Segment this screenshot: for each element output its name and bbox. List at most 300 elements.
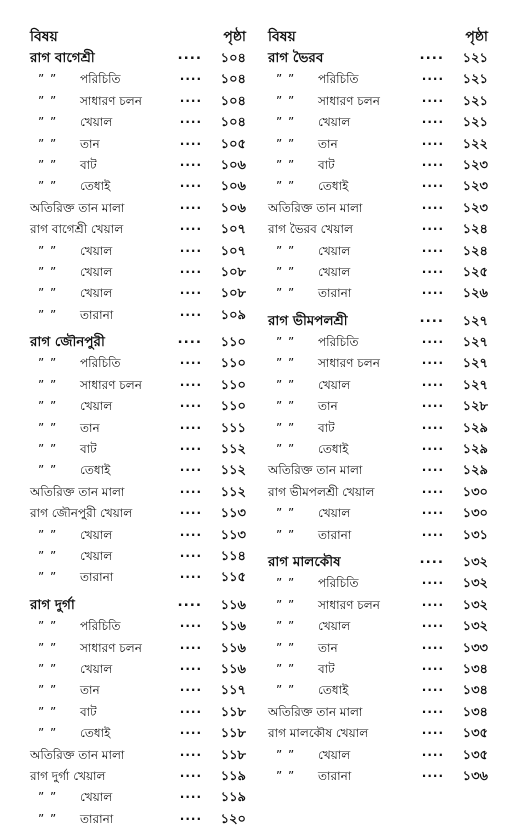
raag-heading-entry (30, 595, 246, 616)
toc-entry (268, 573, 488, 594)
page-number: ১৩৫ (462, 726, 488, 742)
ditto-marks: ” ” (276, 576, 296, 591)
leader-dots: .... (421, 573, 444, 588)
raag-heading-entry (30, 332, 246, 353)
page-number: ১১৬ (220, 640, 246, 656)
ditto-marks: ” ” (276, 335, 296, 350)
ditto-marks: ” ” (38, 619, 58, 634)
ditto-marks: ” ” (276, 93, 296, 108)
subject-heading: বিষয় (268, 29, 296, 45)
page-number: ১২২ (462, 136, 488, 152)
page-number: ১২৭ (462, 377, 488, 393)
toc-entry (30, 439, 246, 460)
entry-title: বাট (318, 661, 335, 676)
ditto-marks: ” ” (276, 264, 296, 279)
entry-title: খেয়াল (80, 527, 113, 542)
ditto-marks: ” ” (276, 747, 296, 762)
leader-dots: .... (177, 593, 202, 610)
toc-entry (30, 91, 246, 112)
ditto-marks: ” ” (276, 72, 296, 87)
ditto-marks: ” ” (276, 399, 296, 414)
subject-heading: বিষয় (30, 29, 58, 45)
toc-entry (268, 766, 488, 787)
leader-dots: .... (421, 616, 444, 631)
toc-entry (30, 567, 246, 588)
ditto-marks: ” ” (38, 548, 58, 563)
toc-entry (30, 503, 246, 524)
leader-dots: .... (179, 176, 202, 191)
ditto-marks: ” ” (276, 619, 296, 634)
page-number: ১০৪ (220, 115, 246, 131)
page-number: ১৩৪ (462, 661, 488, 677)
ditto-marks: ” ” (38, 157, 58, 172)
leader-dots: .... (421, 481, 444, 496)
entry-title: রাগ দুর্গা (30, 596, 75, 613)
leader-dots: .... (421, 723, 444, 738)
entry-title: অতিরিক্ত তান মালা (268, 463, 363, 478)
leader-dots: .... (179, 787, 202, 802)
ditto-marks: ” ” (276, 420, 296, 435)
leader-dots: .... (179, 701, 202, 716)
ditto-marks: ” ” (38, 72, 58, 87)
toc-entry (268, 353, 488, 374)
leader-dots: .... (421, 69, 444, 84)
toc-entry (268, 702, 488, 723)
page-number: ১২৭ (462, 335, 488, 351)
toc-entry (30, 134, 246, 155)
toc-entry (268, 659, 488, 680)
ditto-marks: ” ” (38, 527, 58, 542)
ditto-marks: ” ” (38, 243, 58, 258)
leader-dots: .... (421, 460, 444, 475)
leader-dots: .... (179, 744, 202, 759)
page-number: ১১৪ (220, 548, 246, 564)
entry-title: রাগ ভৈরব খেয়াল (268, 222, 353, 237)
ditto-marks: ” ” (38, 661, 58, 676)
ditto-marks: ” ” (276, 683, 296, 698)
page-number: ১৩২ (462, 554, 488, 570)
entry-title: তান (80, 683, 100, 698)
entry-title: তান (80, 420, 100, 435)
entry-title: খেয়াল (80, 399, 113, 414)
toc-entry (268, 91, 488, 112)
ditto-marks: ” ” (276, 640, 296, 655)
page-number: ১০৪ (220, 72, 246, 88)
ditto-marks: ” ” (276, 356, 296, 371)
page-number: ১২৯ (462, 463, 488, 479)
entry-title: তান (318, 399, 338, 414)
entry-title: বাট (80, 442, 97, 457)
page-number: ১১৩ (220, 506, 246, 522)
entry-title: অতিরিক্ত তান মালা (30, 484, 125, 499)
entry-title: রাগ ভীমপলশ্রী (268, 312, 348, 329)
toc-entry (268, 112, 488, 133)
toc-entry (30, 375, 246, 396)
leader-dots: .... (179, 133, 202, 148)
page-number: ১২১ (462, 93, 488, 109)
page-heading: পৃষ্ঠা (465, 29, 488, 45)
ditto-marks: ” ” (38, 264, 58, 279)
entry-title: পরিচিতি (318, 576, 359, 591)
ditto-marks: ” ” (276, 286, 296, 301)
leader-dots: .... (421, 133, 444, 148)
toc-entries-right (268, 48, 488, 787)
entry-title: সাধারণ চলন (80, 640, 142, 655)
ditto-marks: ” ” (38, 399, 58, 414)
toc-entry (268, 176, 488, 197)
page-number: ১২৮ (462, 399, 488, 415)
entry-title: পরিচিতি (80, 619, 121, 634)
ditto-marks: ” ” (38, 640, 58, 655)
entry-title: সাধারণ চলন (80, 377, 142, 392)
leader-dots: .... (421, 176, 444, 191)
page-number: ১২৩ (462, 179, 488, 195)
entry-title: তেধাই (318, 179, 349, 194)
ditto-marks: ” ” (38, 179, 58, 194)
page-number: ১১৭ (220, 683, 246, 699)
entry-title: বাট (318, 420, 335, 435)
ditto-marks: ” ” (38, 356, 58, 371)
entry-title: পরিচিতি (318, 72, 359, 87)
toc-entry (30, 745, 246, 766)
toc-column-left (30, 26, 246, 830)
page-number: ১১৮ (220, 704, 246, 720)
ditto-marks: ” ” (276, 661, 296, 676)
page-number: ১৩০ (462, 484, 488, 500)
page-number: ১১৫ (220, 570, 246, 586)
toc-entry (268, 283, 488, 304)
entry-title: তান (80, 136, 100, 151)
entry-title: বাট (80, 157, 97, 172)
toc-entry (268, 418, 488, 439)
entry-title: তারানা (80, 307, 114, 322)
leader-dots: .... (421, 765, 444, 780)
leader-dots: .... (421, 112, 444, 127)
entry-title: তারানা (318, 286, 352, 301)
leader-dots: .... (179, 723, 202, 738)
entry-title: অতিরিক্ত তান মালা (30, 200, 125, 215)
ditto-marks: ” ” (38, 790, 58, 805)
ditto-marks: ” ” (276, 136, 296, 151)
page-number: ১২৭ (462, 356, 488, 372)
leader-dots: .... (179, 240, 202, 255)
page-number: ১৩৪ (462, 704, 488, 720)
page-number: ১১৬ (220, 661, 246, 677)
leader-dots: .... (421, 219, 444, 234)
entry-title: পরিচিতি (80, 72, 121, 87)
ditto-marks: ” ” (276, 527, 296, 542)
ditto-marks: ” ” (276, 243, 296, 258)
ditto-marks: ” ” (276, 179, 296, 194)
leader-dots: .... (177, 331, 202, 348)
toc-entry (268, 241, 488, 262)
toc-header (268, 26, 488, 48)
leader-dots: .... (421, 240, 444, 255)
ditto-marks: ” ” (276, 115, 296, 130)
toc-entry (268, 723, 488, 744)
leader-dots: .... (179, 154, 202, 169)
leader-dots: .... (421, 353, 444, 368)
entry-title: খেয়াল (80, 661, 113, 676)
raag-heading-entry (268, 552, 488, 573)
page-number: ১০৮ (220, 286, 246, 302)
page-number: ১২১ (462, 115, 488, 131)
page-heading: পৃষ্ঠা (223, 29, 246, 45)
entry-title: অতিরিক্ত তান মালা (268, 200, 363, 215)
page-number: ১৩৫ (462, 747, 488, 763)
ditto-marks: ” ” (38, 704, 58, 719)
page-number: ১০৬ (220, 200, 246, 216)
toc-entry (268, 219, 488, 240)
entry-title: তেধাই (318, 442, 349, 457)
ditto-marks: ” ” (276, 768, 296, 783)
leader-dots: .... (419, 550, 444, 567)
toc-entry (268, 482, 488, 503)
entry-title: খেয়াল (80, 115, 113, 130)
page-number: ১৩০ (462, 506, 488, 522)
toc-entry (268, 680, 488, 701)
page-number: ১৩৬ (462, 768, 488, 784)
entry-title: খেয়াল (318, 264, 351, 279)
entry-title: সাধারণ চলন (318, 597, 380, 612)
toc-entry (30, 616, 246, 637)
leader-dots: .... (177, 47, 202, 63)
ditto-marks: ” ” (38, 811, 58, 826)
entry-title: খেয়াল (80, 264, 113, 279)
leader-dots: .... (421, 637, 444, 652)
ditto-marks: ” ” (276, 442, 296, 457)
entry-title: সাধারণ চলন (318, 93, 380, 108)
toc-column-right (268, 26, 488, 787)
leader-dots: .... (421, 332, 444, 347)
leader-dots: .... (421, 524, 444, 539)
ditto-marks: ” ” (38, 286, 58, 301)
toc-entry (30, 112, 246, 133)
leader-dots: .... (179, 460, 202, 475)
page-number: ১২৪ (462, 222, 488, 238)
toc-entry (30, 241, 246, 262)
leader-dots: .... (179, 524, 202, 539)
toc-entry (268, 745, 488, 766)
entry-title: রাগ দুর্গা খেয়াল (30, 768, 106, 783)
leader-dots: .... (421, 503, 444, 518)
toc-entry (268, 332, 488, 353)
toc-entry (30, 69, 246, 90)
leader-dots: .... (179, 545, 202, 560)
leader-dots: .... (419, 309, 444, 326)
entry-title: তারানা (318, 768, 352, 783)
ditto-marks: ” ” (38, 377, 58, 392)
leader-dots: .... (179, 112, 202, 127)
entry-title: খেয়াল (80, 548, 113, 563)
page-number: ১০৭ (220, 222, 246, 238)
leader-dots: .... (421, 283, 444, 298)
toc-entry (30, 283, 246, 304)
leader-dots: .... (179, 439, 202, 454)
entry-title: রাগ ভৈরব (268, 50, 324, 66)
toc-entry (30, 155, 246, 176)
leader-dots: .... (421, 154, 444, 169)
entry-title: পরিচিতি (80, 356, 121, 371)
entry-title: খেয়াল (318, 115, 351, 130)
ditto-marks: ” ” (276, 506, 296, 521)
entry-title: তান (318, 136, 338, 151)
toc-entry (268, 198, 488, 219)
leader-dots: .... (179, 658, 202, 673)
toc-entry (30, 353, 246, 374)
toc-entry (268, 155, 488, 176)
ditto-marks: ” ” (38, 115, 58, 130)
leader-dots: .... (421, 90, 444, 105)
leader-dots: .... (179, 808, 202, 823)
leader-dots: .... (419, 47, 444, 63)
leader-dots: .... (179, 417, 202, 432)
entry-title: তেধাই (80, 179, 111, 194)
ditto-marks: ” ” (38, 136, 58, 151)
entry-title: বাট (318, 157, 335, 172)
leader-dots: .... (179, 567, 202, 582)
toc-entry (30, 262, 246, 283)
toc-header (30, 26, 246, 48)
toc-entry (268, 396, 488, 417)
page-number: ১০৬ (220, 157, 246, 173)
entry-title: রাগ বাগেশ্রী খেয়াল (30, 222, 124, 237)
ditto-marks: ” ” (276, 157, 296, 172)
entry-title: খেয়াল (80, 286, 113, 301)
toc-entry (268, 616, 488, 637)
page-number: ১২৩ (462, 157, 488, 173)
leader-dots: .... (179, 503, 202, 518)
entry-title: খেয়াল (318, 377, 351, 392)
page-number: ১২৩ (462, 200, 488, 216)
toc-entry (268, 375, 488, 396)
toc-entry (30, 176, 246, 197)
page-number: ১২১ (462, 51, 488, 66)
entry-title: তারানা (80, 570, 114, 585)
page-number: ১১২ (220, 442, 246, 458)
page-number: ১২৯ (462, 420, 488, 436)
leader-dots: .... (179, 765, 202, 780)
toc-entry (30, 198, 246, 219)
leader-dots: .... (179, 283, 202, 298)
toc-entry (268, 69, 488, 90)
page-number: ১২৯ (462, 442, 488, 458)
leader-dots: .... (179, 197, 202, 212)
leader-dots: .... (421, 396, 444, 411)
page-number: ১১৯ (220, 790, 246, 806)
page-number: ১১৬ (220, 597, 246, 613)
leader-dots: .... (179, 219, 202, 234)
entry-title: খেয়াল (318, 747, 351, 762)
page-number: ১০৫ (220, 136, 246, 152)
entry-title: সাধারণ চলন (318, 356, 380, 371)
entry-title: অতিরিক্ত তান মালা (30, 747, 125, 762)
leader-dots: .... (179, 481, 202, 496)
toc-entry (30, 546, 246, 567)
page-number: ১৩১ (462, 527, 488, 543)
toc-entry (268, 503, 488, 524)
entry-title: খেয়াল (80, 790, 113, 805)
leader-dots: .... (179, 637, 202, 652)
page-number: ১৩২ (462, 619, 488, 635)
ditto-marks: ” ” (38, 420, 58, 435)
page-number: ১১৮ (220, 726, 246, 742)
page-number: ১১৯ (220, 768, 246, 784)
entry-title: তেধাই (80, 726, 111, 741)
entry-title: রাগ জৌনপুরী (30, 334, 105, 351)
entry-title: রাগ বাগেশ্রী (30, 50, 95, 66)
toc-entry (268, 638, 488, 659)
page-number: ১১৬ (220, 619, 246, 635)
leader-dots: .... (179, 616, 202, 631)
page-number: ১২৪ (462, 243, 488, 259)
ditto-marks: ” ” (38, 463, 58, 478)
toc-entry (268, 525, 488, 546)
leader-dots: .... (421, 417, 444, 432)
entry-title: অতিরিক্ত তান মালা (268, 704, 363, 719)
leader-dots: .... (421, 374, 444, 389)
page-number: ১০৪ (220, 51, 246, 66)
page-number: ১৩৩ (462, 640, 488, 656)
leader-dots: .... (179, 304, 202, 319)
toc-entry (30, 219, 246, 240)
page-number: ১১০ (220, 335, 246, 351)
page-number: ১১৩ (220, 527, 246, 543)
page-number: ১২৭ (462, 313, 488, 329)
leader-dots: .... (421, 701, 444, 716)
entry-title: তেধাই (318, 683, 349, 698)
ditto-marks: ” ” (38, 570, 58, 585)
page-number: ১০৬ (220, 179, 246, 195)
toc-entry (30, 525, 246, 546)
page-number: ১০৯ (220, 307, 246, 323)
toc-entry (30, 809, 246, 830)
leader-dots: .... (179, 69, 202, 84)
ditto-marks: ” ” (38, 307, 58, 322)
toc-entry (268, 460, 488, 481)
page-number: ১০৭ (220, 243, 246, 259)
leader-dots: .... (421, 744, 444, 759)
toc-entry (30, 766, 246, 787)
entry-title: তারানা (318, 527, 352, 542)
leader-dots: .... (421, 594, 444, 609)
toc-entry (30, 460, 246, 481)
leader-dots: .... (179, 90, 202, 105)
leader-dots: .... (179, 261, 202, 276)
toc-entries-left (30, 48, 246, 830)
entry-title: তেধাই (80, 463, 111, 478)
page-number: ১১০ (220, 356, 246, 372)
page-number: ১২৫ (462, 264, 488, 280)
page-number: ১২০ (220, 811, 246, 827)
leader-dots: .... (179, 396, 202, 411)
toc-entry (30, 638, 246, 659)
page-number: ১০৪ (220, 93, 246, 109)
toc-entry (30, 680, 246, 701)
entry-title: খেয়াল (318, 619, 351, 634)
page-number: ১১২ (220, 484, 246, 500)
page-number: ১০৮ (220, 264, 246, 280)
page-number: ১৩২ (462, 576, 488, 592)
leader-dots: .... (421, 439, 444, 454)
raag-heading-entry (268, 48, 488, 69)
toc-entry (30, 305, 246, 326)
leader-dots: .... (421, 197, 444, 212)
entry-title: সাধারণ চলন (80, 93, 142, 108)
ditto-marks: ” ” (38, 726, 58, 741)
toc-entry (30, 659, 246, 680)
ditto-marks: ” ” (276, 597, 296, 612)
